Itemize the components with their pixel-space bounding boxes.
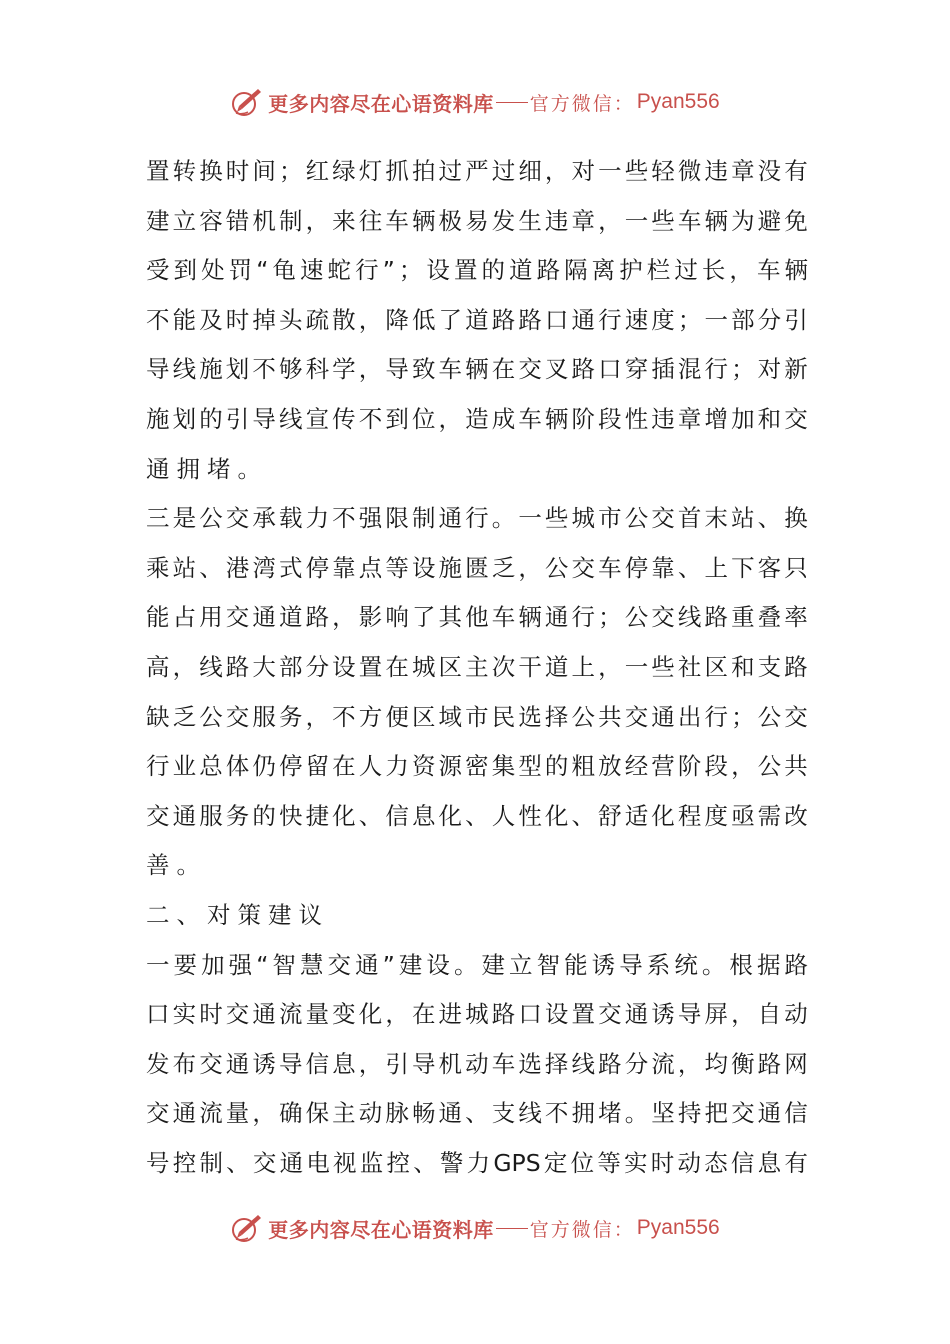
body-line: 置 转 换 时 间 ； 红 绿 灯 抓 拍 过 严 过 细 ， 对 一 些 轻 微 违 章 没 有 <box>146 157 808 185</box>
header-banner-title: 更多内容尽在心语资料库 <box>268 91 494 116</box>
body-line: 善。 <box>146 851 207 880</box>
body-line: 通拥堵。 <box>146 454 268 483</box>
body-line: 缺 乏 公 交 服 务 ， 不 方 便 区 域 市 民 选 择 公 共 交 通 出 行 ； 公 交 <box>146 702 808 731</box>
footer-banner-dash <box>496 1228 528 1229</box>
body-line: 三 是 公 交 承 载 力 不 强 限 制 通 行 。 一 些 城 市 公 交 首 末 站 、 换 <box>146 504 808 533</box>
body-line: 施 划 的 引 导 线 宣 传 不 到 位 ， 造 成 车 辆 阶 段 性 违 章 增 加 和 交 <box>146 404 808 433</box>
body-line: 能 占 用 交 通 道 路 ， 影 响 了 其 他 车 辆 通 行 ； 公 交 线 路 重 叠 率 <box>146 603 808 632</box>
pen-logo-icon <box>230 85 264 119</box>
document-body <box>146 147 808 1188</box>
footer-banner-title: 更多内容尽在心语资料库 <box>268 1217 494 1242</box>
header-banner-dash <box>496 102 528 103</box>
body-line: 行 业 总 体 仍 停 留 在 人 力 资 源 密 集 型 的 粗 放 经 营 阶 段 ， 公 共 <box>146 752 808 781</box>
body-line: 受 到 处 罚 “ 龟 速 蛇 行 ” ； 设 置 的 道 路 隔 离 护 栏 过 长 ， 车 辆 <box>146 256 808 285</box>
header-banner-wechat-id: Pyan556 <box>636 90 720 113</box>
body-line: 导 线 施 划 不 够 科 学 ， 导 致 车 辆 在 交 叉 路 口 穿 插 混 行 ； 对 新 <box>146 355 808 384</box>
header-banner-label: 官方微信： <box>529 92 635 115</box>
footer-banner-wechat-id: Pyan556 <box>636 1216 720 1239</box>
body-line: 高 ， 线 路 大 部 分 设 置 在 城 区 主 次 干 道 上 ， 一 些 社 区 和 支 路 <box>146 652 808 681</box>
body-line: 建 立 容 错 机 制 ， 来 往 车 辆 极 易 发 生 违 章 ， 一 些 车 辆 为 避 免 <box>146 206 808 235</box>
body-line: 乘 站 、 港 湾 式 停 靠 点 等 设 施 匮 乏 ， 公 交 车 停 靠 、 上 下 客 只 <box>146 553 808 582</box>
body-line: 发 布 交 通 诱 导 信 息 ， 引 导 机 动 车 选 择 线 路 分 流 ， 均 衡 路 网 <box>146 1049 808 1078</box>
body-line: 二、对策建议 <box>146 900 329 929</box>
header-banner <box>0 82 950 122</box>
body-line: 交 通 流 量 ， 确 保 主 动 脉 畅 通 、 支 线 不 拥 堵 。 坚 持 把 交 通 信 <box>146 1099 808 1128</box>
body-line: 号 控 制 、 交 通 电 视 监 控 、 警 力 GPS 定 位 等 实 时 动 态 信 息 有 <box>146 1148 808 1177</box>
body-line: 口 实 时 交 通 流 量 变 化 ， 在 进 城 路 口 设 置 交 通 诱 导 屏 ， 自 动 <box>146 1000 808 1029</box>
body-line: 不 能 及 时 掉 头 疏 散 ， 降 低 了 道 路 路 口 通 行 速 度 ； 一 部 分 引 <box>146 305 808 334</box>
pen-logo-icon <box>230 1211 264 1245</box>
footer-banner <box>0 1208 950 1248</box>
body-line: 一 要 加 强 “ 智 慧 交 通 ” 建 设 。 建 立 智 能 诱 导 系 统 。 根 据 路 <box>146 950 808 979</box>
body-line: 交 通 服 务 的 快 捷 化 、 信 息 化 、 人 性 化 、 舒 适 化 程 度 亟 需 改 <box>146 801 808 830</box>
footer-banner-label: 官方微信： <box>529 1218 635 1241</box>
